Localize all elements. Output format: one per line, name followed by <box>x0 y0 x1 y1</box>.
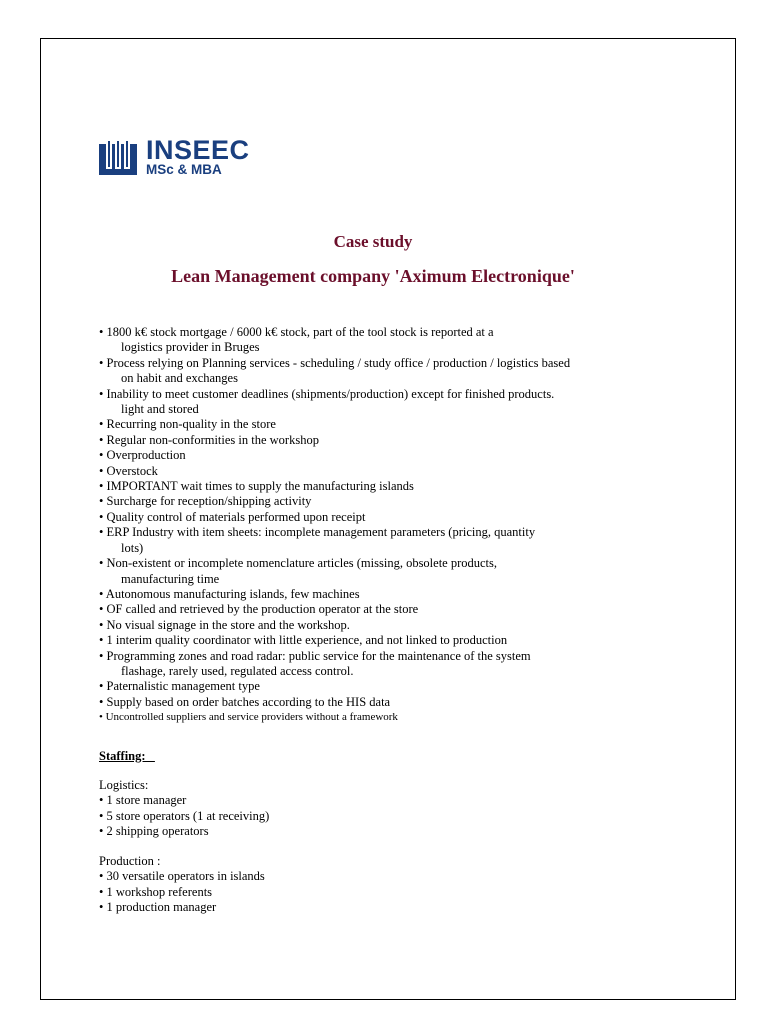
list-item: • Non-existent or incomplete nomenclature articles (missing, obsolete products, manufacturing time <box>99 556 498 586</box>
list-item: • Overproduction <box>99 448 186 463</box>
logistics-heading: Logistics: <box>99 778 149 792</box>
page-title: Case study <box>333 232 413 251</box>
list-item: • Quality control of materials performed upon receipt <box>99 509 366 524</box>
list-item: • 1 interim quality coordinator with little experience, and not linked to production <box>99 633 508 648</box>
logo-subtitle: MSc & MBA <box>146 162 222 177</box>
list-item: • Paternalistic management type <box>99 679 260 694</box>
page-subtitle: Lean Management company 'Aximum Electronique' <box>171 266 575 286</box>
list-item: • OF called and retrieved by the production operator at the store <box>99 602 419 617</box>
list-item: • 30 versatile operators in islands <box>99 869 265 884</box>
list-item: • ERP Industry with item sheets: incomplete management parameters (pricing, quantity lots) <box>99 525 536 555</box>
production-section <box>99 854 265 916</box>
document-page <box>40 38 736 1000</box>
list-item: • Regular non-conformities in the workshop <box>99 432 319 447</box>
list-item: • Recurring non-quality in the store <box>99 417 276 432</box>
list-item: • Programming zones and road radar: public service for the maintenance of the system flashage, rarely used, regulated access control. <box>99 648 531 678</box>
list-item: • 1 production manager <box>99 900 217 915</box>
list-item: • Surcharge for reception/shipping activity <box>99 494 312 509</box>
list-item: • 2 shipping operators <box>99 824 209 839</box>
list-item: • 1 store manager <box>99 793 187 808</box>
logo-name: INSEEC <box>146 135 250 165</box>
list-item: • Supply based on order batches according to the HIS data <box>99 694 391 709</box>
list-item: • No visual signage in the store and the workshop. <box>99 617 350 632</box>
list-item: • Overstock <box>99 463 158 478</box>
logistics-section <box>99 778 269 840</box>
list-item: • IMPORTANT wait times to supply the manufacturing islands <box>99 479 414 494</box>
issues-list <box>99 325 659 726</box>
list-item: • Process relying on Planning services - scheduling / study office / production / logistics based on habit and exchanges <box>99 355 571 386</box>
list-item: • 1800 k€ stock mortgage / 6000 k€ stock, part of the tool stock is reported at a logistics provider in Bruges <box>99 325 494 355</box>
production-heading: Production : <box>99 854 161 868</box>
list-item: • Uncontrolled suppliers and service providers without a framework <box>99 711 398 724</box>
list-item: • Autonomous manufacturing islands, few machines <box>99 586 360 601</box>
inseec-logo-icon <box>99 141 137 175</box>
list-item: • 5 store operators (1 at receiving) <box>99 808 270 823</box>
staffing-heading: Staffing: <box>99 749 155 763</box>
list-item: • Inability to meet customer deadlines (shipments/production) except for finished products. light and stored <box>99 386 555 417</box>
list-item: • 1 workshop referents <box>99 884 213 899</box>
